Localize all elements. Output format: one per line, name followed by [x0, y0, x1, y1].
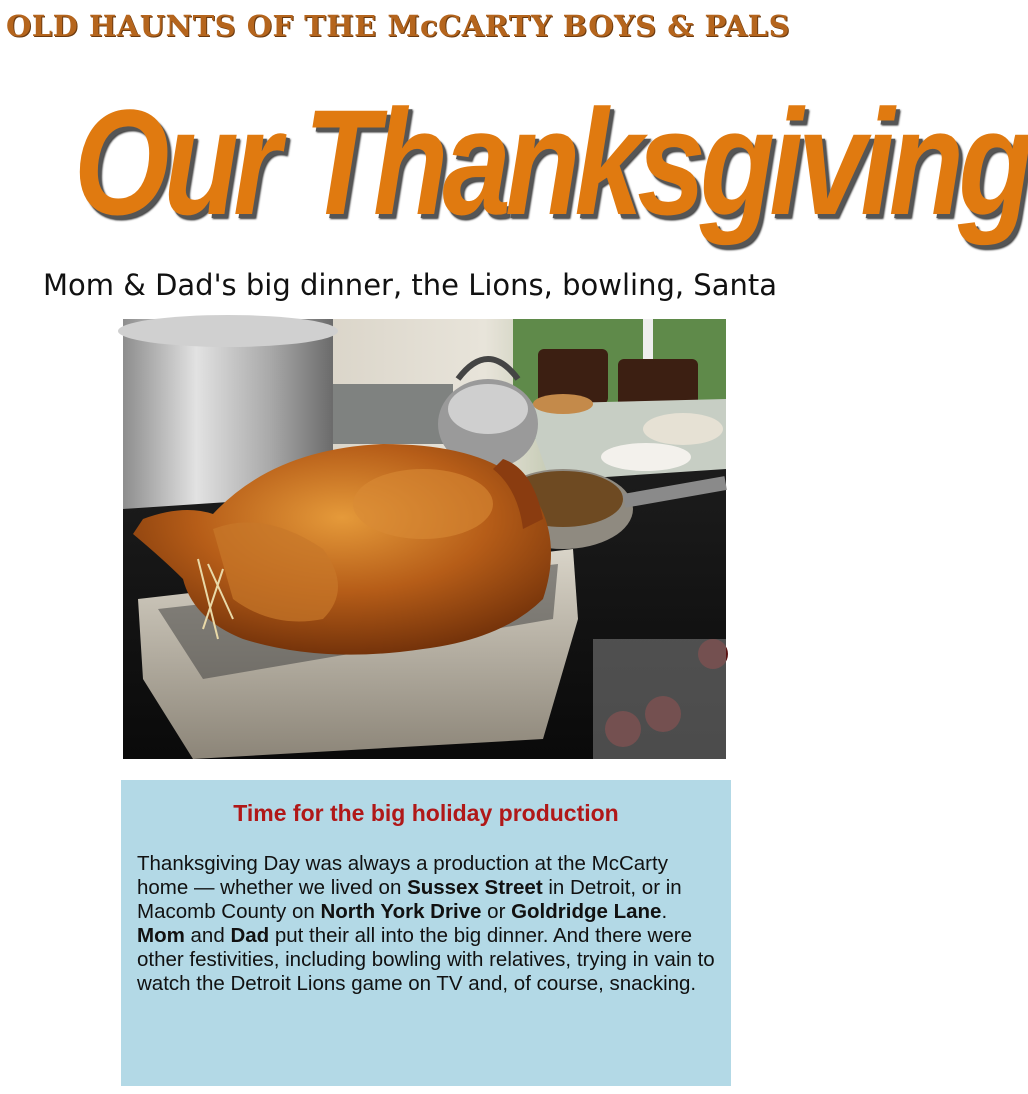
info-text: or — [481, 900, 512, 923]
turkey-photo-illustration — [123, 319, 726, 759]
info-text: and — [184, 924, 231, 947]
turkey-photo — [123, 319, 726, 759]
info-box — [121, 780, 731, 1086]
info-text: in Detroit, or in Macomb County on — [137, 876, 682, 923]
subtitle: Mom & Dad's big dinner, the Lions, bowling, Santa — [43, 268, 777, 302]
name-mom: Mom — [137, 924, 185, 947]
info-text: put their all into the big dinner. And there were other festivities, including bowling with relatives, trying in vain to watch the Detroit Lions game on TV and, of course, snacking. — [137, 924, 715, 995]
info-heading: Time for the big holiday production — [233, 800, 619, 826]
name-dad: Dad — [230, 924, 270, 947]
street-goldridge: Goldridge Lane — [511, 900, 662, 923]
info-text: Thanksgiving Day was always a production at the McCarty home — whether we lived on — [137, 852, 668, 899]
info-body — [137, 852, 715, 996]
main-title: Our Thanksgiving — [73, 78, 1028, 246]
info-text: . — [661, 900, 668, 923]
series-title: OLD HAUNTS OF THE McCARTY BOYS & PALS — [6, 9, 791, 43]
street-sussex: Sussex Street — [407, 876, 543, 899]
street-north-york: North York Drive — [320, 900, 482, 923]
